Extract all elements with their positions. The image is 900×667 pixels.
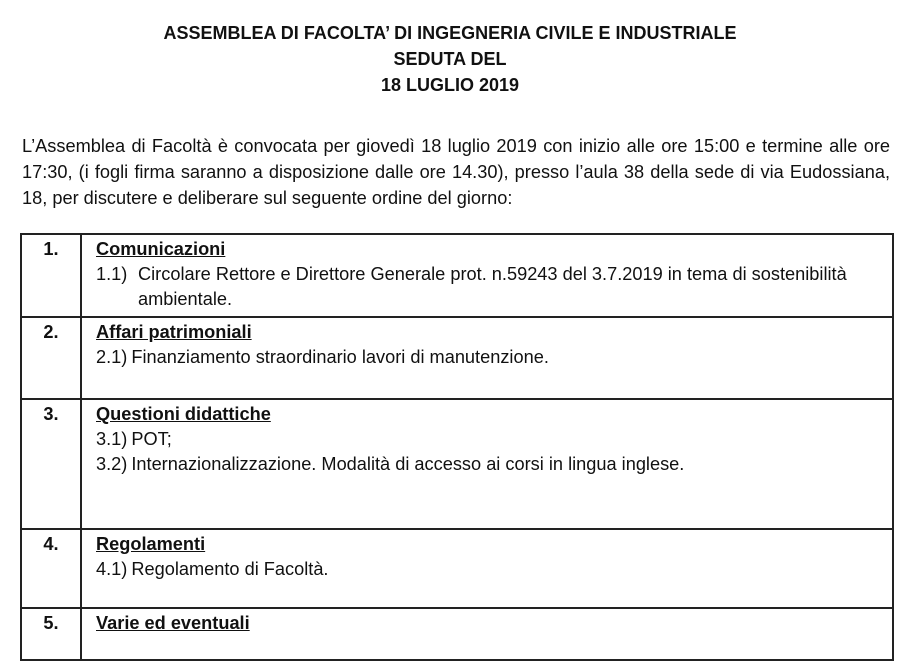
agenda-row [21, 529, 893, 608]
agenda-sub-item [96, 427, 882, 452]
agenda-sub-item [96, 262, 882, 312]
header-date: 18 LUGLIO 2019 [380, 75, 520, 95]
agenda-body [81, 529, 893, 608]
agenda-title: Questioni didattiche [96, 404, 271, 424]
agenda-title: Regolamenti [96, 534, 206, 554]
intro-paragraph: L’Assemblea di Facoltà è convocata per giovedì 18 luglio 2019 con inizio alle ore 15:00 e termine alle ore 17:30, (i fogli firma saranno a disposizione dalle ore 14.30), presso l’aula 38 della sede di via Eudossiana, 18, per discutere e deliberare sul seguente ordine del giorno: [22, 136, 890, 208]
agenda-title: Varie ed eventuali [96, 613, 250, 633]
header-title: ASSEMBLEA DI FACOLTA’ DI INGEGNERIA CIVILE E INDUSTRIALE [163, 23, 737, 43]
document-header [0, 20, 900, 98]
agenda-number: 3. [21, 399, 81, 529]
agenda-row [21, 234, 893, 317]
agenda-sub-item [96, 345, 882, 370]
agenda-body [81, 608, 893, 660]
agenda-table [20, 233, 894, 661]
agenda-row [21, 399, 893, 529]
sub-item-number: 2.1) [96, 347, 128, 367]
agenda-number: 2. [21, 317, 81, 399]
sub-item-number: 3.2) [96, 454, 128, 474]
agenda-number: 5. [21, 608, 81, 660]
agenda-number: 1. [21, 234, 81, 317]
sub-item-text: Circolare Rettore e Direttore Generale prot. n.59243 del 3.7.2019 in tema di sostenibilità ambientale. [138, 264, 847, 309]
header-session: SEDUTA DEL [393, 49, 507, 69]
sub-item-number: 1.1) [96, 264, 128, 284]
agenda-title: Comunicazioni [96, 239, 226, 259]
agenda-title: Affari patrimoniali [96, 322, 252, 342]
sub-item-text: Regolamento di Facoltà. [131, 559, 329, 579]
agenda-row [21, 317, 893, 399]
sub-item-number: 3.1) [96, 429, 128, 449]
agenda-row [21, 608, 893, 660]
agenda-number: 4. [21, 529, 81, 608]
sub-item-text: Internazionalizzazione. Modalità di accesso ai corsi in lingua inglese. [131, 454, 685, 474]
agenda-body [81, 399, 893, 529]
sub-item-text: Finanziamento straordinario lavori di manutenzione. [131, 347, 549, 367]
agenda-sub-item [96, 557, 882, 582]
sub-item-text: POT; [131, 429, 172, 449]
agenda-sub-item [96, 452, 882, 477]
agenda-body [81, 234, 893, 317]
sub-item-number: 4.1) [96, 559, 128, 579]
agenda-body [81, 317, 893, 399]
